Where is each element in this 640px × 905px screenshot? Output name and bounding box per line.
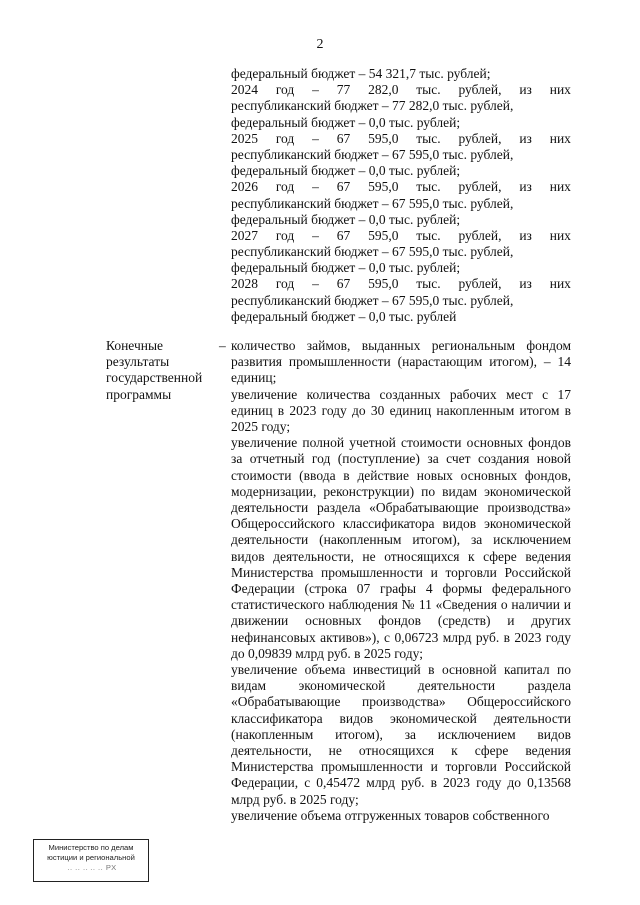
funding-word: рублей, (458, 82, 502, 98)
funding-word: 595,0 (368, 227, 399, 243)
result-item: увеличение объема инвестиций в основной капитал по видам экономической деятельности раздела «Обрабатывающие производства» Общероссийского классификатора видов экономической деятельности (накопленным итогом), за исключением видов деятельности, не относящихся к сфере ведения Министерства промышленности и торговли Российской Федерации, с 0,45472 млрд руб. в 2023 году до 0,13568 млрд руб. в 2025 году; (231, 662, 571, 807)
funding-word: год (275, 130, 295, 146)
results-list (231, 338, 571, 824)
results-label-line: программы (106, 386, 172, 402)
funding-line: федеральный бюджет – 0,0 тыс. рублей; (231, 211, 461, 227)
funding-word: них (549, 82, 571, 98)
funding-line: федеральный бюджет – 0,0 тыс. рублей; (231, 163, 461, 179)
funding-word: 67 (336, 227, 351, 243)
results-label (106, 338, 216, 403)
funding-line (231, 276, 571, 292)
funding-word: них (549, 276, 571, 292)
funding-word: тыс. (416, 179, 441, 195)
label-dash: – (219, 338, 226, 353)
funding-line: республиканский бюджет – 67 595,0 тыс. рублей, (231, 244, 514, 260)
result-item: увеличение полной учетной стоимости основных фондов за отчетный год (поступление) за счет создания новой стоимости (ввода в действие новых основных фондов, модернизации, реконструкции) по видам экономической деятельности раздела «Обрабатывающие производства» Общероссийского классификатора видов экономической деятельности (накопленным итогом), за исключением видов деятельности, не относящихся к сфере ведения Министерства промышленности и торговли Российской Федерации (строка 07 графы 4 формы федерального статистического наблюдения № 11 «Сведения о наличии и движении основных фондов (средств) и других нефинансовых активов»), с 0,06723 млрд руб. в 2023 году до 0,09839 млрд руб. в 2025 году; (231, 435, 571, 661)
stamp-line: .. .. .. .. .. РХ (65, 863, 117, 872)
funding-word: из (519, 276, 532, 292)
funding-breakdown (231, 66, 571, 325)
funding-word: них (549, 227, 571, 243)
result-item: увеличение объема отгруженных товаров собственного (231, 807, 550, 823)
funding-word: – (312, 227, 319, 243)
funding-word: – (312, 179, 319, 195)
funding-word: – (312, 130, 319, 146)
funding-word: 2026 (231, 179, 258, 195)
funding-word: – (312, 276, 319, 292)
funding-word: тыс. (416, 227, 441, 243)
funding-word: 595,0 (368, 276, 399, 292)
funding-word: из (519, 179, 532, 195)
funding-word: 2024 (231, 82, 258, 98)
funding-word: 67 (336, 130, 351, 146)
stamp-line: Министерство по делам (48, 843, 134, 852)
funding-word: тыс. (416, 130, 441, 146)
ministry-stamp (33, 839, 149, 882)
funding-word: тыс. (416, 276, 441, 292)
funding-word: рублей, (458, 179, 502, 195)
funding-word: 2025 (231, 130, 258, 146)
funding-line: федеральный бюджет – 0,0 тыс. рублей (231, 308, 457, 324)
funding-word: 67 (336, 276, 351, 292)
funding-word: рублей, (458, 227, 502, 243)
funding-line (231, 131, 571, 147)
results-label-line: результаты (106, 354, 170, 370)
funding-word: 2028 (231, 276, 258, 292)
funding-line (231, 228, 571, 244)
funding-word: рублей, (458, 276, 502, 292)
funding-word: год (275, 276, 295, 292)
result-item: увеличение количества созданных рабочих мест с 17 единиц в 2023 году до 30 единиц накопленным итогом в 2025 году; (231, 386, 571, 435)
results-label-line: государственной (106, 370, 203, 386)
funding-word: 595,0 (368, 179, 399, 195)
stamp-line: юстиции и региональной (47, 853, 135, 862)
funding-line: республиканский бюджет – 77 282,0 тыс. рублей, (231, 98, 514, 114)
funding-word: год (275, 227, 295, 243)
funding-word: 67 (336, 179, 351, 195)
funding-word: 595,0 (368, 130, 399, 146)
funding-word: из (519, 227, 532, 243)
funding-word: них (549, 179, 571, 195)
funding-word: 77 (336, 82, 351, 98)
result-item: количество займов, выданных региональным фондом развития промышленности (нарастающим итогом), – 14 единиц; (231, 338, 571, 386)
funding-word: – (312, 82, 319, 98)
funding-word: год (275, 82, 295, 98)
funding-word: них (549, 130, 571, 146)
page-number: 2 (316, 37, 324, 52)
funding-word: тыс. (416, 82, 441, 98)
funding-word: из (519, 130, 532, 146)
funding-line: федеральный бюджет – 54 321,7 тыс. рублей; (231, 66, 491, 81)
funding-word: из (519, 82, 532, 98)
results-label-line: Конечные (106, 338, 164, 353)
funding-line (231, 82, 571, 98)
funding-line: республиканский бюджет – 67 595,0 тыс. рублей, (231, 195, 514, 211)
funding-word: год (275, 179, 295, 195)
funding-line: федеральный бюджет – 0,0 тыс. рублей; (231, 260, 461, 276)
funding-line: республиканский бюджет – 67 595,0 тыс. рублей, (231, 292, 514, 308)
funding-line (231, 179, 571, 195)
funding-word: 2027 (231, 227, 258, 243)
funding-word: рублей, (458, 130, 502, 146)
funding-line: республиканский бюджет – 67 595,0 тыс. рублей, (231, 146, 514, 162)
funding-word: 282,0 (368, 82, 399, 98)
funding-line: федеральный бюджет – 0,0 тыс. рублей; (231, 114, 461, 130)
